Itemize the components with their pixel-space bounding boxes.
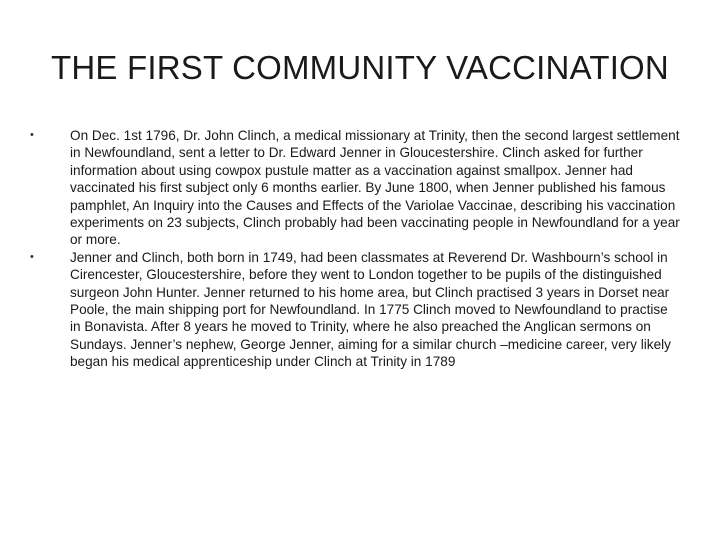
slide-title: THE FIRST COMMUNITY VACCINATION [51,49,669,86]
bullet-dot-icon: • [30,250,34,263]
bullet-list [30,127,680,371]
bullet-item [30,127,680,249]
bullet-dot-icon: • [30,129,34,141]
bullet-text: On Dec. 1st 1796, Dr. John Clinch, a medical missionary at Trinity, then the second largest settlement in Newfoundland, sent a letter to Dr. Edward Jenner in Gloucestershire. Clinch asked for further information about using cowpox pustule matter as a vaccination against smallpox. Jenner had vaccinated his first subject only 6 months earlier. By June 1800, when Jenner published his famous pamphlet, An Inquiry into the Causes and Effects of the Variolae Vaccinae, describing his vaccination experiments on 23 subjects, Clinch probably had been vaccinating people in Newfoundland for a year or more. [70,128,680,248]
bullet-text: Jenner and Clinch, both born in 1749, had been classmates at Reverend Dr. Washbourn’s school in Cirencester, Gloucestershire, before they went to London together to be pupils of the distinguished surgeon John Hunter. Jenner returned to his home area, but Clinch practised 3 years in Dorset near Poole, the main shipping port for Newfoundland. In 1775 Clinch moved to Newfoundland to practise in Bonavista. After 8 years he moved to Trinity, where he also preached the Anglican sermons on Sundays. Jenner’s nephew, George Jenner, aiming for a similar church –medicine career, very likely began his medical apprenticeship under Clinch at Trinity in 1789 [70,249,671,370]
bullet-item [30,249,680,371]
